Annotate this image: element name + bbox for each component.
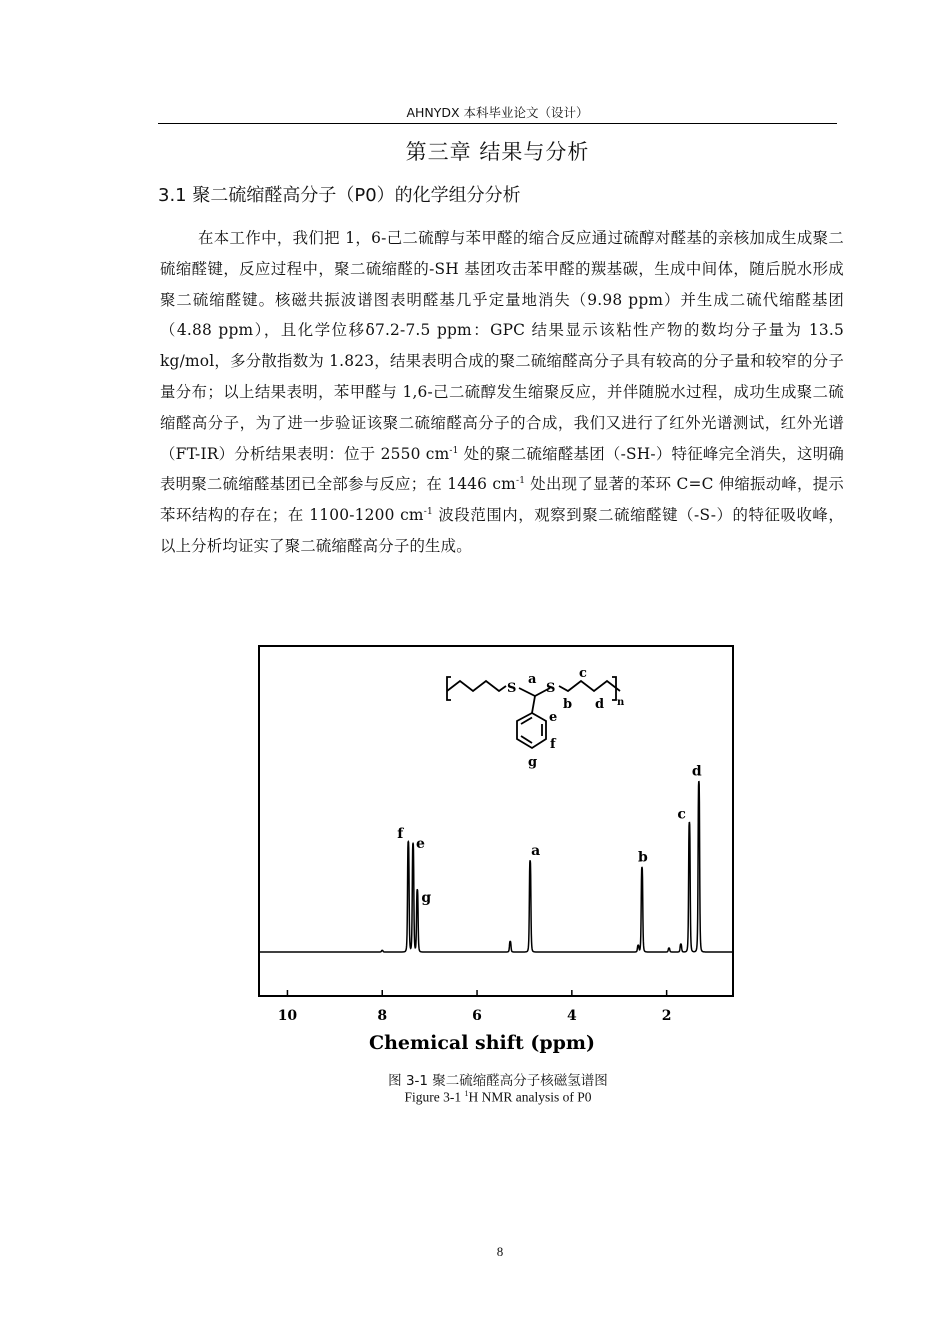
x-axis-label: Chemical shift (ppm) [368,1032,596,1054]
benzene-double-bonds [521,718,532,725]
caption-en-prefix: Figure 3-1 [404,1089,465,1105]
figure-caption-en [0,1089,950,1106]
superscript-3: -1 [423,507,433,518]
left-bracket [447,677,451,700]
superscript-2: -1 [515,476,526,487]
figure-caption-zh: 图 3-1 聚二硫缩醛高分子核磁氢谱图 [388,1073,608,1089]
repeat-subscript: n [617,697,625,708]
caption-en-suffix: H NMR analysis of P0 [468,1089,592,1105]
paragraph-text-4: 波段范围内，观察到聚二硫缩醛键（-S-）的特征吸收峰，以上分析均证实了聚二硫缩醛高分子的生成。 [160,506,844,555]
paragraph-text-1: 在本工作中，我们把 1，6-己二硫醇与苯甲醛的缩合反应通过硫醇对醛基的亲核加成生成聚二硫缩醛键，反应过程中，聚二硫缩醛的-SH 基团攻击苯甲醛的羰基碳，生成中间体，随后脱水形成聚二硫缩醛键。核磁共振波谱图表明醛基几乎定量地消失（9.98 ppm）并生成二硫代缩醛基团（4.88 ppm），且化学位移δ7.2-7.5 ppm：GPC 结果显示该粘性产物的数均分子量为 13.5 kg/mol，多分散指数为 1.823，结果表明合成的聚二硫缩醛高分子具有较高的分子量和较窄的分子量分布；以上结果表明，苯甲醛与 1,6-己二硫醇发生缩聚反应，并伴随脱水过程，成功生成聚二硫缩醛高分子，为了进一步验证该聚二硫缩醛高分子的合成，我们又进行了红外光谱测试，红外光谱（FT-IR）分析结果表明：位于 2550 cm [160,229,844,463]
x-tick-label: 2 [661,1008,672,1024]
peak-label-f: f [397,825,404,842]
structure-text [507,666,625,770]
sulfur-label-2: S [546,681,556,696]
chain-left [447,681,506,691]
spectrum-trace [259,782,733,952]
spectrum-layer [259,782,733,952]
site-label-g: g [528,755,538,770]
peak-label-g: g [421,889,432,906]
header-rule [158,123,837,124]
x-tick-label: 8 [377,1008,388,1024]
chain-center [519,688,550,696]
peak-labels [397,764,702,906]
sulfur-label-1: S [507,681,517,696]
chapter-title: 第三章 结果与分析 [405,140,590,164]
benzene-ring [517,713,546,748]
site-label-c: c [579,666,587,681]
peak-label-e: e [416,835,425,852]
benzene-double-bond-3 [521,736,532,743]
x-tick-label: 4 [566,1008,577,1024]
right-bracket [612,677,616,700]
body-paragraph [160,223,844,562]
x-tick-label: 10 [277,1008,298,1024]
chain-right [559,681,620,691]
site-label-b: b [563,697,573,712]
page-number: 8 [496,1244,504,1259]
caption-en-superscript: 1 [464,1089,469,1098]
site-label-a: a [528,672,537,687]
peak-label-b: b [637,849,648,866]
superscript-1: -1 [449,445,459,456]
plot-frame [259,646,733,996]
peak-label-d: d [691,763,702,780]
site-label-d: d [595,697,605,712]
running-header: AHNYDX 本科毕业论文（设计） [406,105,589,120]
site-label-f: f [550,737,556,752]
structure-inset [447,677,620,748]
site-label-e: e [549,710,558,725]
peak-label-a: a [531,842,541,859]
x-axis-ticks [278,990,672,1024]
peak-label-c: c [677,806,686,823]
section-title: 3.1 聚二硫缩醛高分子（P0）的化学组分分析 [158,185,521,206]
x-tick-label: 6 [472,1008,482,1024]
phenyl-bond [532,696,535,713]
paragraph-text-2: 处的聚二硫缩醛基团（-SH-）特征峰完全消失，这明确表明聚二硫缩醛基团已全部参与反应；在 1446 cm [160,444,844,494]
paragraph-text-3: 处出现了显著的苯环 C=C 伸缩振动峰，提示苯环结构的存在；在 1100-1200 cm [160,475,844,525]
